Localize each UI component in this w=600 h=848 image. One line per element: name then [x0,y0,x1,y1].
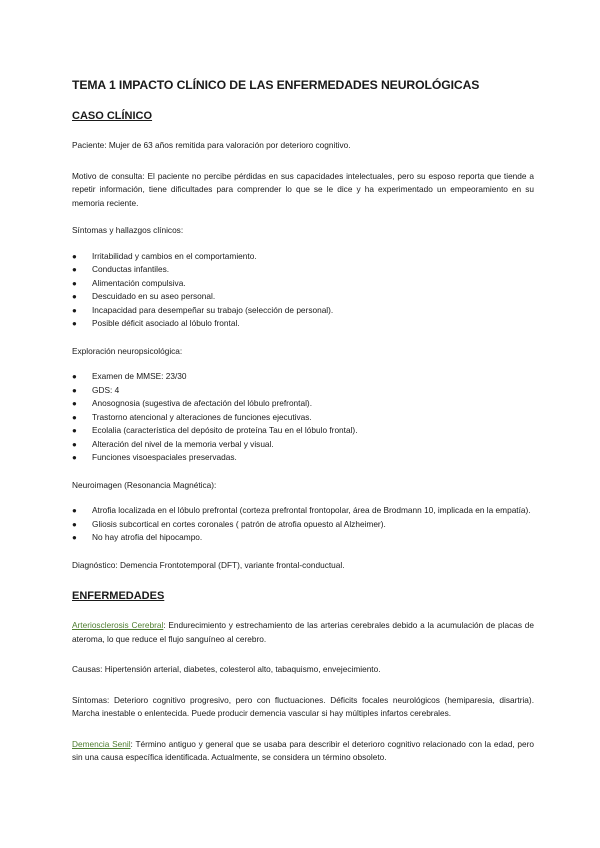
list-item: ● Alimentación compulsiva. [72,277,534,291]
bullet-icon: ● [72,399,77,408]
bullet-icon: ● [72,319,77,328]
bullet-icon: ● [72,533,77,542]
sintomas-enfermedad-text: Síntomas: Deterioro cognitivo progresivo, pero con fluctuaciones. Déficits focales neurológicos (hemiparesia, disartria). Marcha inestable o enlentecida. Puede producir demencia vascular si hay múltiples infartos cerebrales. [72,694,534,718]
list-item: ● Irritabilidad y cambios en el comportamiento. [72,250,534,264]
paciente-text: Paciente: Mujer de 63 años remitida para valoración por deterioro cognitivo. [72,140,351,150]
sintomas-label: Síntomas y hallazgos clínicos: [72,225,184,235]
term-demencia-senil: Demencia Senil [72,738,131,749]
document-title: TEMA 1 IMPACTO CLÍNICO DE LAS ENFERMEDADES NEUROLÓGICAS [72,78,480,92]
bullet-icon: ● [72,426,77,435]
list-item: ● Posible déficit asociado al lóbulo frontal. [72,317,534,331]
demencia-senil-paragraph: Demencia Senil: Término antiguo y general que se usaba para describir el deterioro cognitivo relacionado con la edad, pero sin una causa específica identificada. Actualmente, se considera un término obsoleto. [72,738,534,762]
list-item: ● Conductas infantiles. [72,263,534,277]
neuroimagen-label: Neuroimagen (Resonancia Magnética): [72,479,217,490]
list-item: ● Descuidado en su aseo personal. [72,290,534,304]
exploracion-label: Exploración neuropsicológica: [72,345,183,356]
list-item: ● GDS: 4 [72,384,534,398]
section-heading-caso-clinico: CASO CLÍNICO [72,110,153,122]
bullet-icon: ● [72,251,77,261]
bullet-icon: ● [72,506,77,515]
neuroimagen-list [72,504,534,545]
bullet-icon: ● [72,292,77,301]
bullet-icon: ● [72,519,77,529]
list-item: ● Examen de MMSE: 23/30 [72,370,534,384]
list-item: ● Funciones visoespaciales preservadas. [72,451,534,465]
list-item: ● Alteración del nivel de la memoria verbal y visual. [72,438,534,452]
bullet-icon: ● [72,372,77,381]
list-item: ● No hay atrofia del hipocampo. [72,531,534,545]
bullet-icon: ● [72,439,77,449]
bullet-icon: ● [72,278,77,288]
list-item: ● Atrofia localizada en el lóbulo prefrontal (corteza prefrontal frontopolar, área de Brodmann 10, implicada en la empatía). [72,504,534,518]
section-heading-enfermedades: ENFERMEDADES [72,590,165,602]
list-item: ● Incapacidad para desempeñar su trabajo (selección de personal). [72,304,534,318]
causas-text: Causas: Hipertensión arterial, diabetes, colesterol alto, tabaquismo, envejecimiento. [72,664,381,674]
bullet-icon: ● [72,305,77,315]
list-item: ● Anosognosia (sugestiva de afectación del lóbulo prefrontal). [72,397,534,411]
list-item: ● Ecolalia (característica del depósito de proteína Tau en el lóbulo frontal). [72,424,534,438]
bullet-icon: ● [72,265,77,274]
bullet-icon: ● [72,385,77,395]
list-item: ● Trastorno atencional y alteraciones de funciones ejecutivas. [72,411,534,425]
motivo-consulta-text: Motivo de consulta: El paciente no percibe pérdidas en sus capacidades intelectuales, pero su esposo reporta que tiende a repetir información, tiene dificultades para comprender lo que se le dice y ha experimentado un empeoramiento en su memoria reciente. [72,170,534,208]
page-content [72,70,534,765]
bullet-icon: ● [72,412,77,422]
sintomas-list [72,250,534,331]
arteriosclerosis-paragraph: Arteriosclerosis Cerebral: Endurecimiento y estrechamiento de las arterias cerebrales debido a la acumulación de placas de ateroma, lo que reduce el flujo sanguíneo al cerebro. [72,620,534,644]
diagnostico-text: Diagnóstico: Demencia Frontotemporal (DFT), variante frontal-conductual. [72,559,345,570]
exploracion-list [72,370,534,465]
bullet-icon: ● [72,453,77,462]
list-item: ● Gliosis subcortical en cortes coronales ( patrón de atrofia opuesto al Alzheimer). [72,518,534,532]
term-arteriosclerosis: Arteriosclerosis Cerebral [72,620,164,630]
